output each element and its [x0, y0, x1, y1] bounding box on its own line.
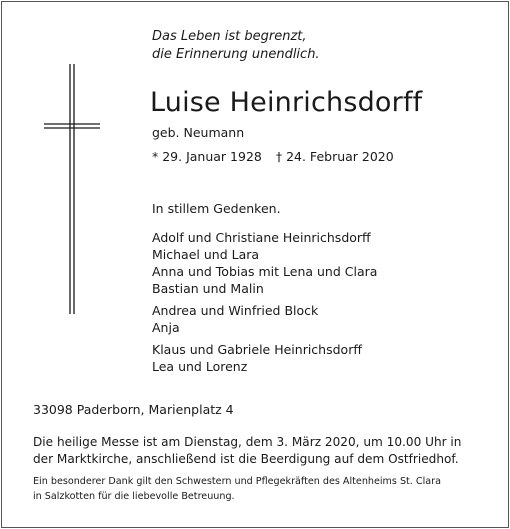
life-dates: [152, 149, 394, 165]
mourner-line: Adolf und Christiane Heinrichsdorff: [152, 230, 371, 245]
mourner-group: [152, 302, 377, 336]
mourners-list: [152, 229, 377, 380]
mourner-group: [152, 229, 377, 297]
funeral-service-info: [33, 434, 483, 468]
motto: [152, 28, 320, 64]
mourner-line: Anja: [152, 320, 180, 335]
service-line-1: Die heilige Messe ist am Dienstag, dem 3. März 2020, um 10.00 Uhr in: [33, 435, 462, 449]
motto-line-2: die Erinnerung unendlich.: [152, 47, 320, 62]
service-line-2: der Marktkirche, anschließend ist die Beerdigung auf dem Ostfriedhof.: [33, 452, 459, 466]
memorial-intro: In stillem Gedenken.: [152, 201, 281, 216]
mourner-line: Michael und Lara: [152, 247, 260, 262]
mourner-line: Bastian und Malin: [152, 281, 264, 296]
mourner-line: Andrea und Winfried Block: [152, 303, 319, 318]
deceased-name: Luise Heinrichsdorff: [150, 87, 423, 118]
birth-date: * 29. Januar 1928: [152, 149, 262, 164]
mourner-group: [152, 341, 377, 375]
thanks-line-1: Ein besonderer Dank gilt den Schwestern und Pflegekräften des Altenheims St. Clara: [33, 476, 441, 487]
thanks-line-2: in Salzkotten für die liebevolle Betreuung.: [33, 491, 235, 502]
mourner-line: Lea und Lorenz: [152, 359, 248, 374]
death-date: † 24. Februar 2020: [275, 149, 394, 164]
family-address: 33098 Paderborn, Marienplatz 4: [33, 402, 234, 417]
cross-icon: [44, 64, 100, 314]
thanks-note: [33, 474, 493, 504]
motto-line-1: Das Leben ist begrenzt,: [152, 29, 307, 44]
mourner-line: Klaus und Gabriele Heinrichsdorff: [152, 342, 362, 357]
birth-name: geb. Neumann: [152, 125, 245, 140]
mourner-line: Anna und Tobias mit Lena und Clara: [152, 264, 378, 279]
